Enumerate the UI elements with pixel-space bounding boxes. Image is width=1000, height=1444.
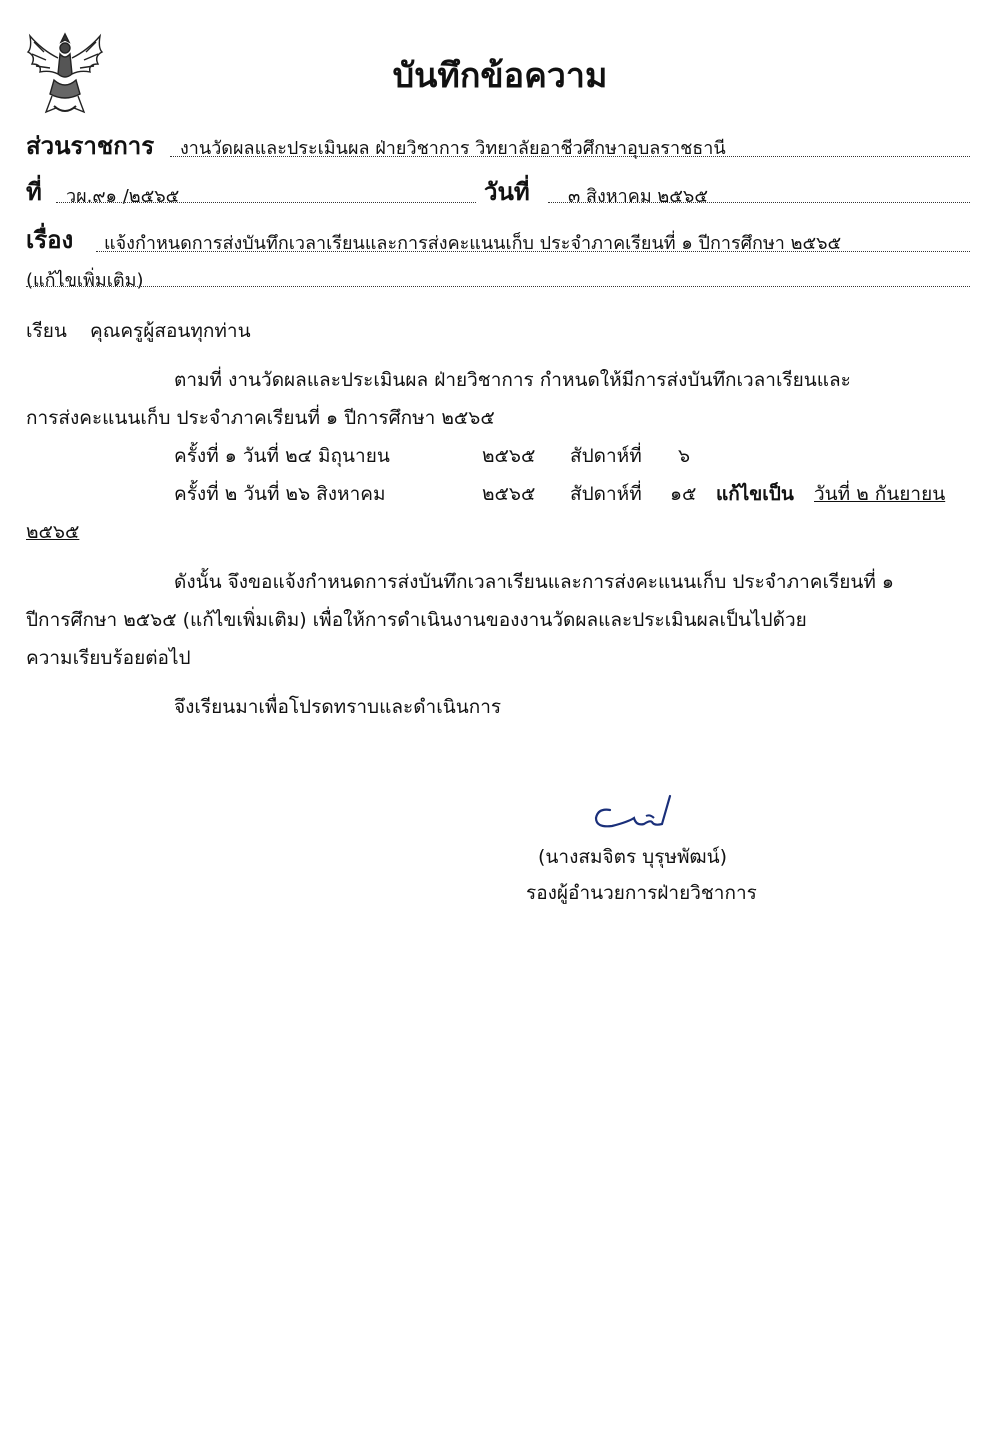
date-value: ๓ สิงหาคม ๒๕๖๕	[568, 186, 708, 207]
closing-line: จึงเรียนมาเพื่อโปรดทราบและดำเนินการ	[174, 696, 502, 718]
subject-continuation-dotted-line	[26, 286, 970, 287]
subject-label: เรื่อง	[26, 226, 74, 254]
round-1-week-number: ๖	[678, 445, 691, 467]
department-dotted-line	[170, 156, 970, 157]
paragraph-2-line-3: ความเรียบร้อยต่อไป	[26, 647, 191, 669]
round-2-week-label: สัปดาห์ที่	[570, 483, 642, 505]
date-dotted-line	[548, 202, 970, 203]
round-2-new-date: วันที่ ๒ กันยายน	[814, 483, 946, 505]
round-1-week-label: สัปดาห์ที่	[570, 445, 642, 467]
subject-value: แจ้งกำหนดการส่งบันทึกเวลาเรียนและการส่งคะแนนเก็บ ประจำภาคเรียนที่ ๑ ปีการศึกษา ๒๕๖๕	[104, 233, 842, 254]
signer-name: (นางสมจิตร บุรุษพัฒน์)	[538, 846, 728, 868]
round-1-date: ครั้งที่ ๑ วันที่ ๒๔ มิถุนายน	[174, 445, 390, 467]
department-label: ส่วนราชการ	[26, 132, 155, 160]
paragraph-2-line-1: ดังนั้น จึงขอแจ้งกำหนดการส่งบันทึกเวลาเรียนและการส่งคะแนนเก็บ ประจำภาคเรียนที่ ๑	[174, 571, 894, 593]
paragraph-1-line-1: ตามที่ งานวัดผลและประเมินผล ฝ่ายวิชาการ กำหนดให้มีการส่งบันทึกเวลาเรียนและ	[174, 369, 851, 391]
round-2-correction-label: แก้ไขเป็น	[716, 483, 794, 505]
salutation-value: คุณครูผู้สอนทุกท่าน	[90, 320, 251, 342]
round-1-year: ๒๕๖๕	[482, 445, 536, 467]
reference-dotted-line	[56, 202, 476, 203]
signer-position: รองผู้อำนวยการฝ่ายวิชาการ	[526, 882, 757, 904]
subject-continuation: (แก้ไขเพิ่มเติม)	[26, 270, 144, 291]
round-2-year: ๒๕๖๕	[482, 483, 536, 505]
department-value: งานวัดผลและประเมินผล ฝ่ายวิชาการ วิทยาลัยอาชีวศึกษาอุบลราชธานี	[180, 138, 726, 159]
round-2-week-number: ๑๕	[670, 483, 697, 505]
reference-label: ที่	[26, 178, 42, 206]
round-2-new-year: ๒๕๖๕	[26, 521, 80, 543]
memo-title: บันทึกข้อความ	[392, 56, 608, 96]
handwritten-signature	[590, 792, 680, 838]
date-label: วันที่	[484, 178, 530, 206]
round-2-date: ครั้งที่ ๒ วันที่ ๒๖ สิงหาคม	[174, 483, 386, 505]
paragraph-2-line-2: ปีการศึกษา ๒๕๖๕ (แก้ไขเพิ่มเติม) เพื่อให้การดำเนินงานของงานวัดผลและประเมินผลเป็นไปด้วย	[26, 609, 807, 631]
subject-dotted-line	[96, 251, 970, 252]
salutation-label: เรียน	[26, 320, 67, 342]
paragraph-1-line-2: การส่งคะแนนเก็บ ประจำภาคเรียนที่ ๑ ปีการศึกษา ๒๕๖๕	[26, 407, 495, 429]
reference-value: วผ.๙๑ /๒๕๖๕	[66, 186, 180, 207]
